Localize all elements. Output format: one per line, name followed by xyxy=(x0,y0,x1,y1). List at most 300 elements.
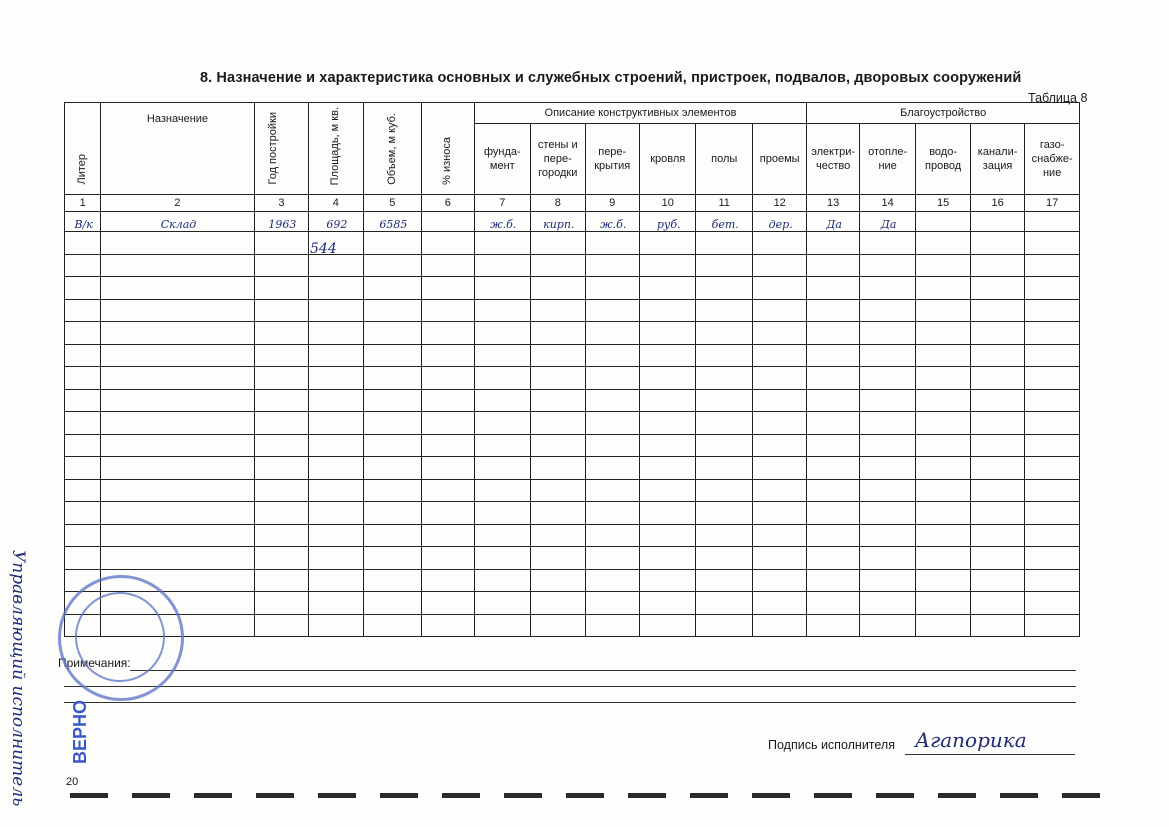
header-walls: стены и пере-городки xyxy=(531,124,585,195)
table-cell xyxy=(859,232,915,255)
header-water: водо-провод xyxy=(916,124,970,195)
table-cell xyxy=(916,277,970,300)
table-cell xyxy=(970,524,1024,547)
bottom-dash-line xyxy=(70,793,1130,799)
table-cell xyxy=(474,614,530,637)
table-cell xyxy=(531,412,585,435)
column-number: 9 xyxy=(585,195,639,212)
margin-handwriting: Управляющий исполнитель xyxy=(8,550,28,807)
table-cell xyxy=(585,254,639,277)
table-cell xyxy=(422,367,474,390)
table-cell xyxy=(422,344,474,367)
table-cell xyxy=(639,592,695,615)
table-cell xyxy=(363,569,422,592)
table-cell xyxy=(970,457,1024,480)
table-cell xyxy=(1025,614,1080,637)
table-cell xyxy=(363,614,422,637)
table-cell xyxy=(309,344,363,367)
header-liter: Литер xyxy=(65,103,101,195)
table-cell xyxy=(531,389,585,412)
table-cell xyxy=(916,614,970,637)
table-cell xyxy=(970,569,1024,592)
table-cell xyxy=(752,367,807,390)
table-row xyxy=(65,457,1080,480)
table-cell xyxy=(585,614,639,637)
table-cell xyxy=(639,367,695,390)
table-cell xyxy=(1025,502,1080,525)
table-cell xyxy=(1025,277,1080,300)
table-cell xyxy=(422,614,474,637)
table-cell xyxy=(474,592,530,615)
table-cell xyxy=(752,344,807,367)
table-cell xyxy=(807,254,859,277)
table-cell xyxy=(531,299,585,322)
table-cell xyxy=(970,367,1024,390)
table-cell xyxy=(422,232,474,255)
table-cell xyxy=(1025,547,1080,570)
table-cell xyxy=(65,389,101,412)
dash-mark xyxy=(1000,793,1038,798)
table-cell xyxy=(807,232,859,255)
table-cell xyxy=(101,277,254,300)
table-cell xyxy=(807,592,859,615)
table-cell xyxy=(639,547,695,570)
table-cell xyxy=(970,412,1024,435)
table-cell xyxy=(807,502,859,525)
dash-mark xyxy=(70,793,108,798)
table-cell xyxy=(916,592,970,615)
table-cell xyxy=(1025,389,1080,412)
table-cell xyxy=(474,254,530,277)
table-cell xyxy=(309,322,363,345)
table-cell xyxy=(1025,367,1080,390)
column-number: 5 xyxy=(363,195,422,212)
table-cell xyxy=(752,592,807,615)
table-cell xyxy=(585,479,639,502)
table-cell xyxy=(585,592,639,615)
table-cell xyxy=(254,614,308,637)
cell-heating: Да xyxy=(859,212,915,232)
table-cell xyxy=(309,277,363,300)
table-cell xyxy=(752,299,807,322)
table-cell xyxy=(916,232,970,255)
table-cell xyxy=(531,457,585,480)
table-cell xyxy=(696,277,752,300)
table-cell xyxy=(531,344,585,367)
table-cell xyxy=(254,479,308,502)
table-cell xyxy=(531,569,585,592)
table-label: Таблица 8 xyxy=(1028,91,1088,105)
table-cell xyxy=(639,277,695,300)
table-cell xyxy=(696,569,752,592)
table-cell xyxy=(422,502,474,525)
table-cell xyxy=(309,299,363,322)
table-cell xyxy=(807,524,859,547)
table-cell xyxy=(970,547,1024,570)
cell-electricity: Да xyxy=(807,212,859,232)
table-cell xyxy=(531,277,585,300)
table-row xyxy=(65,344,1080,367)
cell-roof: руб. xyxy=(639,212,695,232)
table-cell xyxy=(1025,457,1080,480)
table-cell xyxy=(1025,434,1080,457)
table-cell xyxy=(859,389,915,412)
table-cell xyxy=(807,547,859,570)
column-number: 14 xyxy=(859,195,915,212)
table-row xyxy=(65,299,1080,322)
table-cell xyxy=(916,389,970,412)
table-cell xyxy=(363,547,422,570)
table-cell xyxy=(916,569,970,592)
table-cell xyxy=(639,502,695,525)
table-cell xyxy=(752,412,807,435)
table-cell xyxy=(65,232,101,255)
table-cell xyxy=(807,457,859,480)
table-cell xyxy=(363,277,422,300)
table-cell xyxy=(101,457,254,480)
table-cell xyxy=(916,412,970,435)
table-cell xyxy=(65,434,101,457)
table-cell xyxy=(752,389,807,412)
table-cell xyxy=(101,412,254,435)
margin-number: 20 xyxy=(66,776,79,788)
table-cell xyxy=(970,254,1024,277)
table-cell xyxy=(1025,479,1080,502)
table-cell xyxy=(752,524,807,547)
table-cell xyxy=(859,569,915,592)
table-cell xyxy=(696,344,752,367)
table-row xyxy=(65,569,1080,592)
column-number: 1 xyxy=(65,195,101,212)
table-cell xyxy=(309,412,363,435)
table-cell xyxy=(859,277,915,300)
column-number: 6 xyxy=(422,195,474,212)
table-cell xyxy=(970,502,1024,525)
cell-water xyxy=(916,212,970,232)
table-cell xyxy=(752,547,807,570)
header-sewer: канали-зация xyxy=(970,124,1024,195)
table-cell xyxy=(309,457,363,480)
table-cell xyxy=(474,457,530,480)
table-cell xyxy=(422,322,474,345)
cell-floors-cover: ж.б. xyxy=(585,212,639,232)
table-cell xyxy=(422,299,474,322)
table-cell xyxy=(65,547,101,570)
table-cell xyxy=(422,389,474,412)
notes-line xyxy=(130,670,1076,671)
table-cell xyxy=(101,389,254,412)
table-cell xyxy=(531,434,585,457)
column-number: 4 xyxy=(309,195,363,212)
table-cell xyxy=(65,367,101,390)
table-cell xyxy=(531,502,585,525)
structures-table xyxy=(64,102,1080,637)
table-cell xyxy=(474,344,530,367)
table-cell xyxy=(474,322,530,345)
header-construct-group: Описание конструктивных элементов xyxy=(474,103,807,124)
cell-year: 1963 xyxy=(254,212,308,232)
table-cell xyxy=(696,457,752,480)
table-cell xyxy=(474,367,530,390)
table-cell xyxy=(422,412,474,435)
cell-area: 692 xyxy=(309,212,363,232)
table-cell xyxy=(970,389,1024,412)
table-cell xyxy=(254,344,308,367)
cell-area-second: 544 xyxy=(310,241,337,257)
table-cell xyxy=(807,367,859,390)
table-cell xyxy=(639,299,695,322)
table-cell xyxy=(309,434,363,457)
table-cell xyxy=(531,614,585,637)
table-cell xyxy=(585,232,639,255)
header-floors: полы xyxy=(696,124,752,195)
column-number: 11 xyxy=(696,195,752,212)
table-cell xyxy=(422,547,474,570)
column-number: 16 xyxy=(970,195,1024,212)
table-cell xyxy=(585,412,639,435)
table-cell xyxy=(916,479,970,502)
table-cell xyxy=(916,547,970,570)
table-cell xyxy=(309,614,363,637)
table-cell xyxy=(752,569,807,592)
table-cell xyxy=(65,524,101,547)
table-cell xyxy=(916,367,970,390)
table-cell xyxy=(916,299,970,322)
dash-mark xyxy=(194,793,232,798)
cell-openings: дер. xyxy=(752,212,807,232)
stamp-text: ВЕРНО xyxy=(70,700,90,765)
table-cell xyxy=(916,502,970,525)
table-cell xyxy=(531,232,585,255)
table-cell xyxy=(696,524,752,547)
table-cell xyxy=(363,322,422,345)
table-cell xyxy=(807,412,859,435)
table-cell xyxy=(859,254,915,277)
dash-mark xyxy=(318,793,356,798)
table-cell xyxy=(970,479,1024,502)
table-cell xyxy=(474,524,530,547)
table-cell xyxy=(101,547,254,570)
table-cell xyxy=(254,254,308,277)
table-cell xyxy=(970,322,1024,345)
table-cell xyxy=(639,434,695,457)
table-row xyxy=(65,212,1080,232)
table-cell xyxy=(254,299,308,322)
table-cell xyxy=(807,434,859,457)
column-number: 13 xyxy=(807,195,859,212)
table-cell xyxy=(859,344,915,367)
table-cell xyxy=(859,524,915,547)
table-cell xyxy=(254,547,308,570)
table-cell xyxy=(696,389,752,412)
table-cell xyxy=(422,434,474,457)
table-cell xyxy=(101,502,254,525)
table-row xyxy=(65,502,1080,525)
table-cell xyxy=(474,502,530,525)
table-cell xyxy=(585,277,639,300)
header-gas: газо-снабже-ние xyxy=(1025,124,1080,195)
table-cell xyxy=(639,412,695,435)
table-cell xyxy=(101,434,254,457)
cell-floors: бет. xyxy=(696,212,752,232)
table-cell xyxy=(696,254,752,277)
page-title: 8. Назначение и характеристика основных и служебных строений, пристроек, подвалов, дворовых сооружений xyxy=(200,70,1022,86)
dash-mark xyxy=(814,793,852,798)
table-cell xyxy=(696,434,752,457)
dash-mark xyxy=(690,793,728,798)
table-cell xyxy=(752,277,807,300)
signature-label: Подпись исполнителя xyxy=(768,738,895,752)
header-foundation: фунда-мент xyxy=(474,124,530,195)
table-cell xyxy=(752,614,807,637)
table-cell xyxy=(916,344,970,367)
table-cell xyxy=(807,299,859,322)
table-cell xyxy=(65,457,101,480)
notes-line xyxy=(64,686,1076,687)
table-cell xyxy=(65,502,101,525)
table-cell xyxy=(859,299,915,322)
table-cell xyxy=(585,434,639,457)
column-number-row xyxy=(65,195,1080,212)
table-cell xyxy=(859,322,915,345)
cell-walls: кирп. xyxy=(531,212,585,232)
table-cell xyxy=(363,502,422,525)
table-cell xyxy=(254,524,308,547)
column-number: 15 xyxy=(916,195,970,212)
table-cell xyxy=(254,277,308,300)
table-cell xyxy=(752,322,807,345)
table-cell xyxy=(807,277,859,300)
table-cell xyxy=(474,277,530,300)
table-cell xyxy=(254,434,308,457)
table-cell xyxy=(970,344,1024,367)
table-cell xyxy=(859,434,915,457)
table-cell xyxy=(531,592,585,615)
table-row xyxy=(65,547,1080,570)
table-cell xyxy=(585,344,639,367)
table-cell xyxy=(1025,232,1080,255)
header-electricity: электри-чество xyxy=(807,124,859,195)
table-cell xyxy=(363,367,422,390)
column-number: 2 xyxy=(101,195,254,212)
table-cell xyxy=(531,254,585,277)
dash-mark xyxy=(628,793,666,798)
table-cell xyxy=(639,479,695,502)
table-cell xyxy=(309,254,363,277)
cell-liter: В/к xyxy=(65,212,101,232)
table-cell xyxy=(859,547,915,570)
table-cell xyxy=(422,592,474,615)
table-row xyxy=(65,322,1080,345)
table-cell xyxy=(585,457,639,480)
table-row xyxy=(65,592,1080,615)
table-cell xyxy=(639,232,695,255)
table-cell xyxy=(531,547,585,570)
header-area: Площадь, м кв. xyxy=(309,103,363,195)
table-cell xyxy=(752,457,807,480)
table-cell xyxy=(422,479,474,502)
table-cell xyxy=(752,479,807,502)
table-cell xyxy=(696,367,752,390)
table-cell xyxy=(531,524,585,547)
table-cell xyxy=(101,367,254,390)
table-cell xyxy=(254,389,308,412)
table-cell xyxy=(1025,412,1080,435)
table-cell xyxy=(309,389,363,412)
table-cell xyxy=(859,479,915,502)
table-cell xyxy=(422,254,474,277)
signature-line xyxy=(905,754,1075,755)
table-cell xyxy=(970,277,1024,300)
table-row xyxy=(65,479,1080,502)
table-cell xyxy=(254,412,308,435)
table-cell xyxy=(309,367,363,390)
table-cell xyxy=(309,524,363,547)
column-number: 8 xyxy=(531,195,585,212)
table-cell xyxy=(859,502,915,525)
dash-mark xyxy=(566,793,604,798)
table-cell xyxy=(1025,592,1080,615)
table-row xyxy=(65,434,1080,457)
table-cell xyxy=(363,457,422,480)
table-cell xyxy=(254,322,308,345)
table-cell xyxy=(639,322,695,345)
table-cell xyxy=(363,254,422,277)
table-cell xyxy=(531,479,585,502)
table-cell xyxy=(696,232,752,255)
table-cell xyxy=(970,614,1024,637)
dash-mark xyxy=(752,793,790,798)
table-cell xyxy=(807,344,859,367)
table-cell xyxy=(639,614,695,637)
table-cell xyxy=(1025,524,1080,547)
table-cell xyxy=(422,569,474,592)
table-cell xyxy=(970,592,1024,615)
table-cell xyxy=(101,299,254,322)
notes-line xyxy=(64,702,1076,703)
table-cell xyxy=(65,299,101,322)
table-cell xyxy=(474,232,530,255)
table-cell xyxy=(101,479,254,502)
table-cell xyxy=(696,322,752,345)
table-cell xyxy=(65,344,101,367)
signature: Агапорика xyxy=(915,728,1027,752)
table-row xyxy=(65,232,1080,255)
dash-mark xyxy=(876,793,914,798)
table-cell xyxy=(916,434,970,457)
header-wear: % износа xyxy=(422,103,474,195)
table-cell xyxy=(696,299,752,322)
header-openings: проемы xyxy=(752,124,807,195)
table-cell xyxy=(65,322,101,345)
table-cell xyxy=(807,614,859,637)
table-cell xyxy=(916,457,970,480)
table-cell xyxy=(363,299,422,322)
seal-stamp xyxy=(58,575,184,701)
table-cell xyxy=(585,299,639,322)
header-roof: кровля xyxy=(639,124,695,195)
table-row xyxy=(65,524,1080,547)
table-cell xyxy=(696,412,752,435)
table-cell xyxy=(585,322,639,345)
table-cell xyxy=(363,232,422,255)
table-cell xyxy=(422,457,474,480)
table-cell xyxy=(65,254,101,277)
cell-wear xyxy=(422,212,474,232)
table-cell xyxy=(970,434,1024,457)
table-cell xyxy=(639,524,695,547)
header-heating: отопле-ние xyxy=(859,124,915,195)
